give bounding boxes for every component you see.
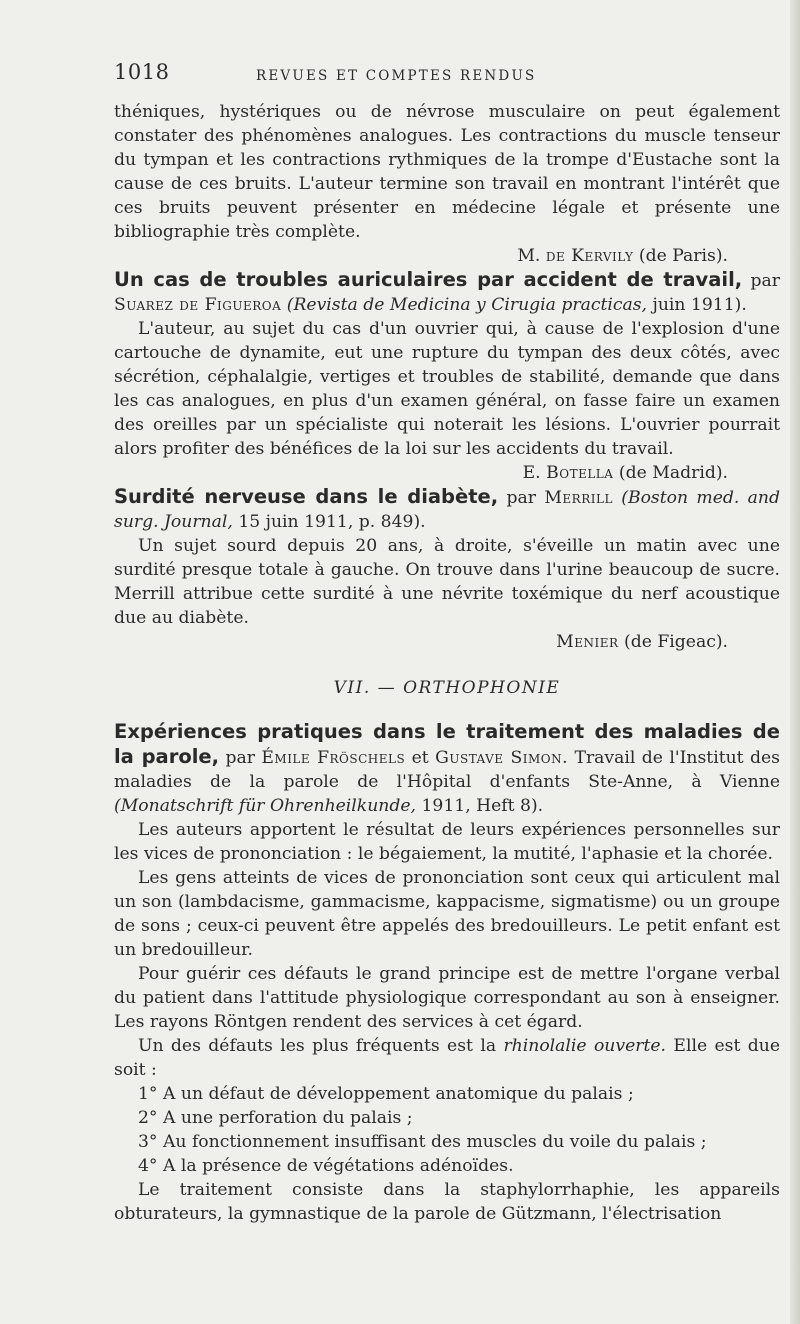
signature-place: (de Figeac).	[624, 632, 728, 652]
signature-prefix: M.	[517, 246, 541, 266]
review2-body: L'auteur, au sujet du cas d'un ouvrier qui, à cause de l'explosion d'une cartouche de dynamite, eut une rupture du tympan des deux côtés, avec sécrétion, céphalalgie, vertiges et troubles de stabilité, demande que dans les cas analogues, en plus d'un examen général, on fasse faire un examen des oreilles par un spécialiste qui noterait les lésions. L'ouvrier pourrait alors profiter des bénéfices de la loi sur les accidents du travail.	[114, 319, 780, 459]
journal-citation: (Revista de Medicina y Cirugia practicas,	[286, 295, 648, 315]
review-title: Un cas de troubles auriculaires par accident de travail,	[114, 268, 743, 291]
review-title: Expériences pratiques dans le traitement des maladies de la parole,	[114, 720, 780, 768]
p4-start: Un des défauts les plus fréquents est la	[138, 1036, 497, 1056]
signature-place: (de Paris).	[638, 246, 728, 266]
review2-heading	[114, 268, 780, 317]
review3-heading	[114, 485, 780, 534]
running-title: REVUES ET COMPTES RENDUS	[256, 68, 537, 84]
signature-place: (de Madrid).	[618, 463, 728, 483]
list-item: 2° A une perforation du palais ;	[138, 1108, 413, 1128]
review4-paragraph-2: Les gens atteints de vices de prononciation sont ceux qui articulent mal un son (lambdacisme, gammacisme, kappacisme, sigmatisme) ou un groupe de sons ; ceux-ci peuvent être appelés des bredouilleurs. Le petit enfant est un bredouilleur.	[114, 868, 780, 960]
journal-citation: (Boston med. and surg. Journal,	[114, 488, 780, 532]
review3-body: Un sujet sourd depuis 20 ans, à droite, s'éveille un matin avec une surdité presque totale à gauche. On trouve dans l'urine beaucoup de sucre. Merrill attribue cette surdité à une névrite toxémique du nerf acoustique due au diabète.	[114, 536, 780, 628]
signature-name: Menier	[556, 632, 619, 652]
p4-end: Elle est due soit :	[114, 1036, 781, 1080]
list-item: 1° A un défaut de développement anatomique du palais ;	[138, 1084, 634, 1104]
citation-date: juin 1911).	[652, 295, 747, 315]
review-authors: Merrill	[544, 488, 613, 508]
review-author-1: Émile Fröschels	[261, 748, 406, 768]
citation-date: 1911, Heft 8).	[421, 796, 544, 816]
rhinolalie-term: rhinolalie ouverte.	[503, 1036, 667, 1056]
par-word: par	[506, 488, 536, 508]
signature-initial: E.	[522, 463, 541, 483]
review1-tail-text: théniques, hystériques ou de névrose musculaire on peut également constater des phénomènes analogues. Les contractions du muscle tenseur du tympan et les contractions rythmiques de la trompe d'Eustache sont la cause de ces bruits. L'auteur termine son travail en montrant l'intérêt que ces bruits peuvent présenter en médecine légale et présente une bibliographie très complète.	[114, 102, 780, 242]
review-title: Surdité nerveuse dans le diabète,	[114, 485, 499, 508]
par-word: par	[225, 748, 255, 768]
review1-signature	[114, 244, 780, 268]
review-authors: Suarez de Figueroa	[114, 295, 282, 315]
review4-paragraph-3: Pour guérir ces défauts le grand principe est de mettre l'organe verbal du patient dans l'attitude physiologique correspondant au son à enseigner. Les rayons Röntgen rendent des services à cet égard.	[114, 964, 780, 1032]
et-word: et	[411, 748, 429, 768]
review4-heading	[114, 720, 780, 818]
citation-date: 15 juin 1911, p. 849).	[238, 512, 426, 532]
review4-paragraph-4	[114, 1034, 780, 1082]
signature-name: de Kervily	[545, 246, 634, 266]
review4-intro: Travail de l'Institut des maladies de la parole de l'Hôpital d'enfants Ste-Anne, à Vienne	[114, 748, 780, 792]
signature-name: Botella	[546, 463, 614, 483]
review2-signature	[114, 461, 780, 485]
review4-paragraph-1: Les auteurs apportent le résultat de leurs expériences personnelles sur les vices de prononciation : le bégaiement, la mutité, l'aphasie et la chorée.	[114, 820, 780, 864]
journal-citation: (Monatschrift für Ohrenheilkunde,	[114, 796, 416, 816]
list-item: 3° Au fonctionnement insuffisant des muscles du voile du palais ;	[138, 1132, 707, 1152]
running-head	[114, 60, 780, 100]
page-number: 1018	[114, 60, 170, 84]
par-word: par	[750, 271, 780, 291]
text-column	[114, 60, 780, 1226]
review-author-2: Gustave Simon.	[435, 748, 569, 768]
section-heading: VII. — ORTHOPHONIE	[333, 678, 561, 698]
review3-signature	[114, 630, 780, 654]
list-item: 4° A la présence de végétations adénoïdes.	[138, 1156, 514, 1176]
page-edge	[790, 0, 800, 1324]
review4-paragraph-5: Le traitement consiste dans la staphylorrhaphie, les appareils obturateurs, la gymnastique de la parole de Gützmann, l'électrisation	[114, 1180, 780, 1224]
